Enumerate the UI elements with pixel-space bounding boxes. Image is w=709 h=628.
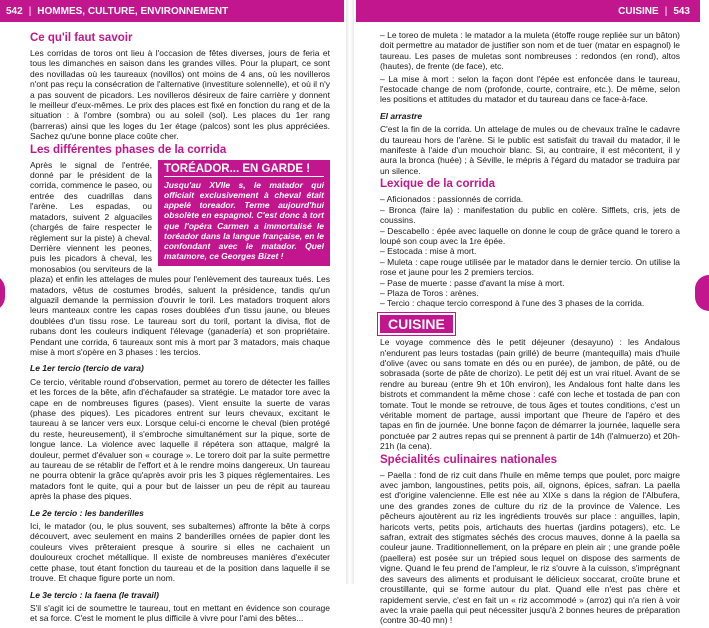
left-page-number: 542	[6, 5, 23, 17]
sidebar-toreador	[158, 160, 330, 267]
paragraph-tercio-1: Ce tercio, véritable round d'observation, permet au torero de détecter les failles et les forces de la bête, afin d'échafauder sa stratégie. Le matador tore avec la cape en de nombreuses figures (pases). Vient ensuite la suerte de varas (phase des piques). Les picadores entrent sur leurs chevaux, excitant le taureau à se lancer vers eux. Lorsque celui-ci encorne le cheval (bien protégé du reste, heureusement), il s'embroche simultanément sur la pique, sorte de longue lance. La violence avec laquelle il répétera son attaque, malgré la douleur, permet d'évaluer son « courage ». Le torero doit par la suite permettre au taureau de se rétablir de l'effort et à le rendre moins dangereux. Un taureau ne pourra obtenir la grâce qu'après avoir pris les 3 piques réglementaires. Les matadors font le quite, qui a pour but de laisser un peu de répit au taureau après la phase des piques.	[30, 376, 330, 502]
list-item: – Pase de muerte : passe d'avant la mise à mort.	[380, 277, 565, 288]
right-column	[380, 30, 680, 628]
right-section-title: CUISINE	[618, 5, 659, 17]
paragraph-tercio-3: S'il s'agit ici de soumettre le taureau, tout en mettant en évidence son courage et sa force. C'est le moment le plus difficile à vivre pour l'ami des bêtes...	[30, 602, 330, 624]
heading-tercio-1: Le 1er tercio (tercio de vara)	[30, 363, 144, 374]
sidebar-body: Jusqu'au XVIIe s, le matador qui officiait exclusivement à cheval était appelé toreador. Terme aujourd'hui obsolète en espagnol. C'est donc à tort que l'opéra Carmen a immortalisé le toréador dans la langue française, en le confondant avec le matador. Quel matamore, ce Georges Bizet !	[164, 179, 324, 262]
heading-phases: Les différentes phases de la corrida	[30, 143, 227, 156]
header-separator: |	[28, 5, 32, 17]
left-section-title: HOMMES, CULTURE, ENVIRONNEMENT	[37, 5, 229, 17]
list-item: – Muleta : cape rouge utilisée par le matador dans le dernier tercio. On utilise la rose et jaune pour les 2 premiers tercios.	[380, 256, 680, 278]
list-item: – Tercio : chaque tercio correspond à l'une des 3 phases de la corrida.	[380, 298, 645, 309]
list-item: – Descabello : épée avec laquelle on donne le coup de grâce quand le torero a loupé son coup avec la 1re épée.	[380, 225, 680, 246]
left-column	[30, 30, 330, 626]
paragraph-savoir: Les corridas de toros ont lieu à l'occasion de fêtes diverses, jours de feria et tous les dimanches en saison dans les grandes villes. Pour la plupart, ce sont des novilladas où les taureaux (novillos) ont moins de 4 ans, où les novilleros n'ont pas reçu la consécration de l'alternative (investiture solennelle), et où il n'y a pas souvent de picadors. Les novilleros désireux de faire carrière y donnent le meilleur d'eux-mêmes. Le prix des places est fixé en fonction du rang et de la situation : à l'ombre (sombra) ou au soleil (sol). Les places du 1er rang (barreras) ainsi que les loges du 1er étage (palcos) sont les plus appréciées. Sachez qu'une bonne place coûte cher.	[30, 48, 330, 142]
right-page-header	[356, 0, 700, 22]
heading-tercio-3: Le 3e tercio : la faena (le travail)	[30, 589, 159, 600]
paragraph-arrastre: C'est la fin de la corrida. Un attelage de mules ou de chevaux traîne le cadavre du taureau hors de l'arène. Si le public est satisfait du travail du matador, il le manifeste à l'aide d'un mouchoir blanc. Si, au contraire, il est mécontent, il y aura la bronca (huée) ; à Séville, le mépris à l'égard du matador se traduira par un silence.	[380, 124, 680, 176]
right-page	[350, 0, 700, 626]
header-separator: |	[664, 5, 668, 17]
list-item: – Aficionados : passionnés de corrida.	[380, 194, 524, 205]
page-edge-tab	[0, 275, 5, 311]
heading-lexique: Lexique de la corrida	[380, 178, 496, 191]
paragraph-toreo: – Le toreo de muleta : le matador a la muleta (étoffe rouge repliée sur un bâton) doit permettre au matador de justifier son nom et de tuer (matar en espagnol) le taureau. Les pases de muletas sont nombreuses : redondos (en rond), altos (hautes), de frente (de face), etc.	[380, 30, 680, 72]
page-edge-tab	[695, 275, 709, 311]
right-page-number: 543	[673, 5, 690, 17]
paragraph-paella: – Paella : fond de riz cuit dans l'huile en même temps que poulet, porc maigre avec jambon, langoustines, petits pois, ail, oignons, épices, safran. La paella est d'origine valencienne. Elle est née au XIXe s dans la région de l'Albufera, une des grandes zones de culture du riz de la province de Valence. Les pêcheurs ajoutèrent au riz les ingrédients trouvés sur place : anguilles, lapin, haricots verts, petits pois, artichauts des huertas (jardins potagers), etc. Le safran, extrait des stigmates séchés des crocus mauves, donne à la paella sa couleur jaune. Traditionnellement, on la prépare en plein air ; une grande poêle (paellera) est posée sur un trépied sous lequel on dispose des sarments de vigne. Quand le feu prend de l'ampleur, le riz s'ouvre à la cuisson, s'imprégnant des saveurs des aliments et produisant le délicieux soccarat, croûte brune et croustillante, qui se forme autour du plat. Quand elle n'est pas chère et rapidement servie, c'est en fait un « riz accommodé » (arroz) qui n'a rien à voir avec la vraie paella qui peut nécessiter jusqu'à 2 bonnes heures de préparation (contre 30-40 mn) !	[380, 469, 680, 626]
heading-arrastre: El arrastre	[380, 110, 423, 121]
cuisine-section-title: CUISINE	[380, 315, 453, 333]
lexique-list	[380, 194, 680, 308]
list-item: – Bronca (faire la) : manifestation du public en colère. Sifflets, cris, jets de coussins.	[380, 204, 680, 226]
heading-specialites: Spécialités culinaires nationales	[380, 453, 558, 466]
sidebar-title: TORÉADOR... EN GARDE !	[164, 164, 324, 177]
heading-savoir: Ce qu'il faut savoir	[30, 32, 133, 44]
paragraph-tercio-2: Ici, le matador (ou, le plus souvent, ses subalternes) affronte la bête à corps découvert, avec seulement en mains 2 banderilles ornées de papier dont les couleurs vives prêteraient presque à sourire si elles ne cachaient un douloureux crochet métallique. Il existe de nombreuses manières d'exécuter cette phase, tout étant fonction du taureau et de la position dans laquelle il se trouve. Et chaque figure porte un nom.	[30, 521, 330, 584]
paragraph-phases: Après le signal de l'entrée, donné par le président de la corrida, commence le paseo, ou entrée des cuadrillas dans l'arène. Les espadas, ou matadors, suivent 2 alguaciles (chargés de faire respecter le règlement sur la piste) à cheval. Derrière viennent les peones, puis les picadors à cheval, les monosabios (ou serviteurs de la plaza) et enfin les attelages de mules pour l'enlèvement des taureaux tués. Les matadors, vêtus de costumes brodés, saluent la présidence, tandis qu'un alguazil demande la permission d'ouvrir le toril. Les matadors troquent alors leurs manteaux contre les capas roses doublées d'un tissu jaune, ou bleues doublées d'un tissu rose. Le taureau sort du toril, portant la divisa, flot de rubans dont les couleurs indiquent l'élevage (ganadería) et son propriétaire. Pendant une corrida, 6 taureaux sont mis à mort par 3 matadors, mais chaque mise à mort s'opère en 3 phases : les tercios.	[30, 159, 330, 357]
paragraph-mise-a-mort: – La mise à mort : selon la façon dont l'épée est enfoncée dans le taureau, l'estocade change de nom (profonde, courte, contraire, etc.). De même, selon les positions et attitudes du matador et du taureau dans ce face-à-face.	[380, 73, 680, 105]
left-page-header	[0, 0, 344, 22]
heading-tercio-2: Le 2e tercio : les banderilles	[30, 507, 144, 518]
list-item: – Estocada : mise à mort.	[380, 246, 477, 257]
paragraph-cuisine: Le voyage commence dès le petit déjeuner (desayuno) : les Andalous n'endurent pas leurs tostadas (pain grillé) de beurre (mantequilla) mais d'huile d'olive (avec ou sans tomate en dés ou en purée), de jambon, de pâté, ou de sobrasada (sorte de pâte de chorizo). Le petit déj est un vrai rituel. Avant de se rendre au bureau (entre 9h et 10h environ), les Andalous font halte dans les bistrots et commandent la même chose : café con leche et tostada de pan con tomate. Tout le monde se retrouve, de tous âges et toutes conditions, c'est un véritable moment de partage, aussi important que l'heure de l'apéro et des tapas en fin de journée. Une bonne façon de démarrer la journée, laquelle sera ponctuée par 2 autres repas qui se prennent à partir de 14h (l'almuerzo) et 20h-21h (la cena).	[380, 337, 680, 452]
list-item: – Plaza de Toros : arènes.	[380, 287, 479, 298]
left-page	[0, 0, 350, 624]
